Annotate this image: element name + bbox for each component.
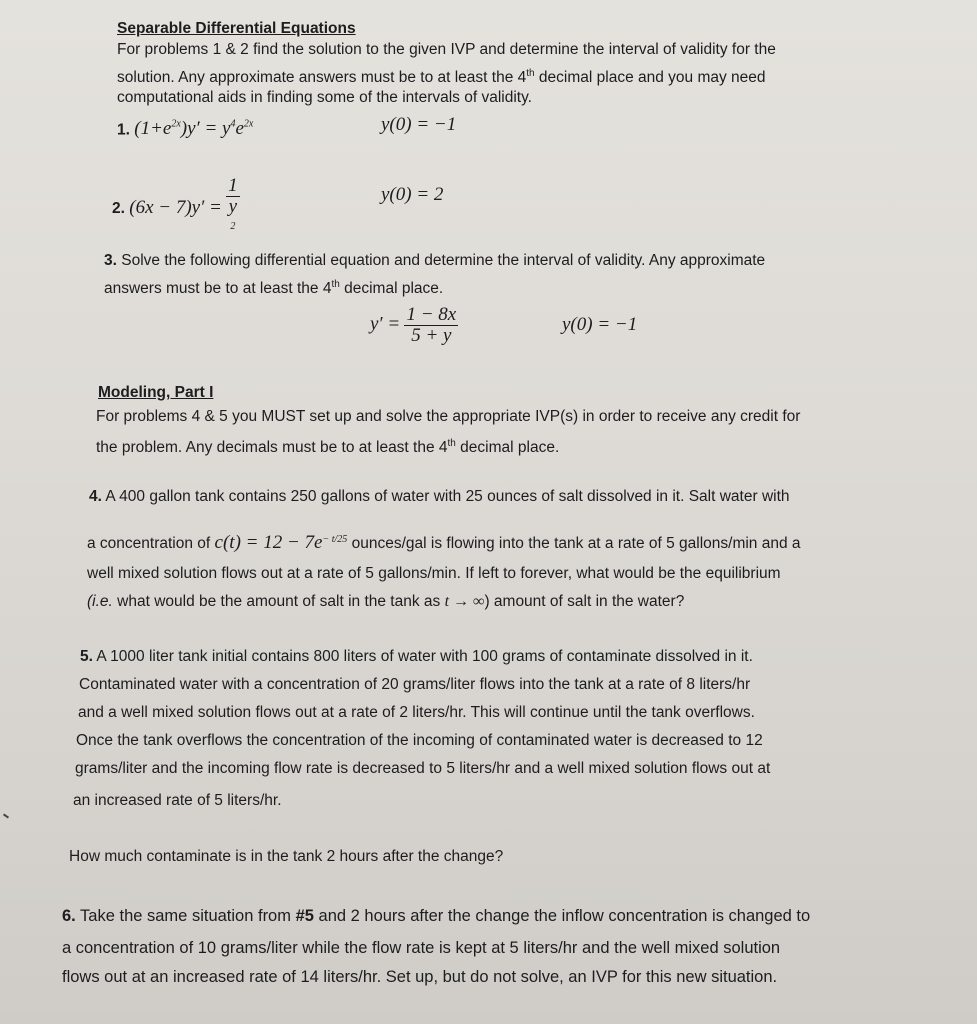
problem-5-line-3: and a well mixed solution flows out at a rate of 2 liters/hr. This will continue until the tank overflows. — [78, 704, 755, 721]
problem-6-line-1: 6. Take the same situation from #5 and 2 hours after the change the inflow concentration is changed to — [62, 907, 811, 925]
problem-4-line-4: (i.e. what would be the amount of salt in the tank as t → ∞) amount of salt in the water? — [87, 593, 685, 610]
problem-5-line-2: Contaminated water with a concentration of 20 grams/liter flows into the tank at a rate of 8 liters/hr — [79, 676, 751, 693]
problem-6-line-3: flows out at an increased rate of 14 liters/hr. Set up, but do not solve, an IVP for this new situation. — [62, 968, 778, 986]
section-heading-separable: Separable Differential Equations — [117, 20, 356, 37]
intro-line-3: computational aids in finding some of the intervals of validity. — [117, 89, 532, 106]
problem-2: 2. (6x − 7)y′ = 1 y $^2$ — [112, 176, 240, 241]
margin-mark — [3, 813, 9, 818]
problem-3-equation: y′ = $\frac{1 - 8x}{5 + y}$ — [370, 304, 457, 346]
problem-4-line-3: well mixed solution flows out at a rate of 5 gallons/min. If left to forever, what would be the equilibrium — [87, 565, 781, 582]
modeling-intro-1: For problems 4 & 5 you MUST set up and solve the appropriate IVP(s) in order to receive any credit for — [96, 408, 801, 425]
problem-3-fraction: $\frac{1 - 8x}{5 + y}$ — [406, 304, 457, 346]
intro-line-1: For problems 1 & 2 find the solution to the given IVP and determine the interval of validity for the — [117, 41, 776, 58]
problem-1-equation: $(1+e^{2x})y' = y^4e^{2x}$ — [134, 118, 254, 140]
problem-4-line-2: a concentration of $c(t) = 12 - 7e^{- t/25}$ ounces/gal is flowing into the tank at a rate of 5 gallons/min and a — [87, 532, 801, 554]
problem-5-line-5: grams/liter and the incoming flow rate is decreased to 5 liters/hr and a well mixed solution flows out at — [75, 760, 771, 777]
problem-5-line-1: 5. A 1000 liter tank initial contains 800 liters of water with 100 grams of contaminate dissolved in it. — [80, 648, 753, 665]
problem-1: 1. $(1+e^{2x})y' = y^4e^{2x}$ — [117, 118, 254, 140]
problem-2-fraction: 1 y $^2$ — [228, 175, 238, 232]
problem-5-line-4: Once the tank overflows the concentration of the incoming of contaminated water is decreased to 12 — [76, 732, 763, 749]
section-heading-modeling: Modeling, Part I — [98, 384, 214, 401]
problem-2-initial-condition: y(0) = 2 — [381, 184, 444, 205]
problem-4-line-1: 4. A 400 gallon tank contains 250 gallons of water with 25 ounces of salt dissolved in it. Salt water with — [89, 488, 790, 505]
intro-line-2: solution. Any approximate answers must be to at least the 4th decimal place and you may need — [117, 68, 766, 87]
problem-5-question: How much contaminate is in the tank 2 hours after the change? — [69, 848, 504, 865]
problem-3-initial-condition: y(0) = −1 — [562, 314, 638, 335]
problem-3-line-2: answers must be to at least the 4th decimal place. — [104, 279, 444, 298]
problem-1-initial-condition: y(0) = −1 — [381, 114, 457, 135]
problem-6-line-2: a concentration of 10 grams/liter while the flow rate is kept at 5 liters/hr and the well mixed solution — [62, 939, 781, 957]
modeling-intro-2: the problem. Any decimals must be to at least the 4th decimal place. — [96, 438, 560, 457]
problem-5-line-6: an increased rate of 5 liters/hr. — [73, 792, 282, 809]
problem-3-line-1: 3. Solve the following differential equation and determine the interval of validity. Any approximate — [104, 252, 766, 269]
